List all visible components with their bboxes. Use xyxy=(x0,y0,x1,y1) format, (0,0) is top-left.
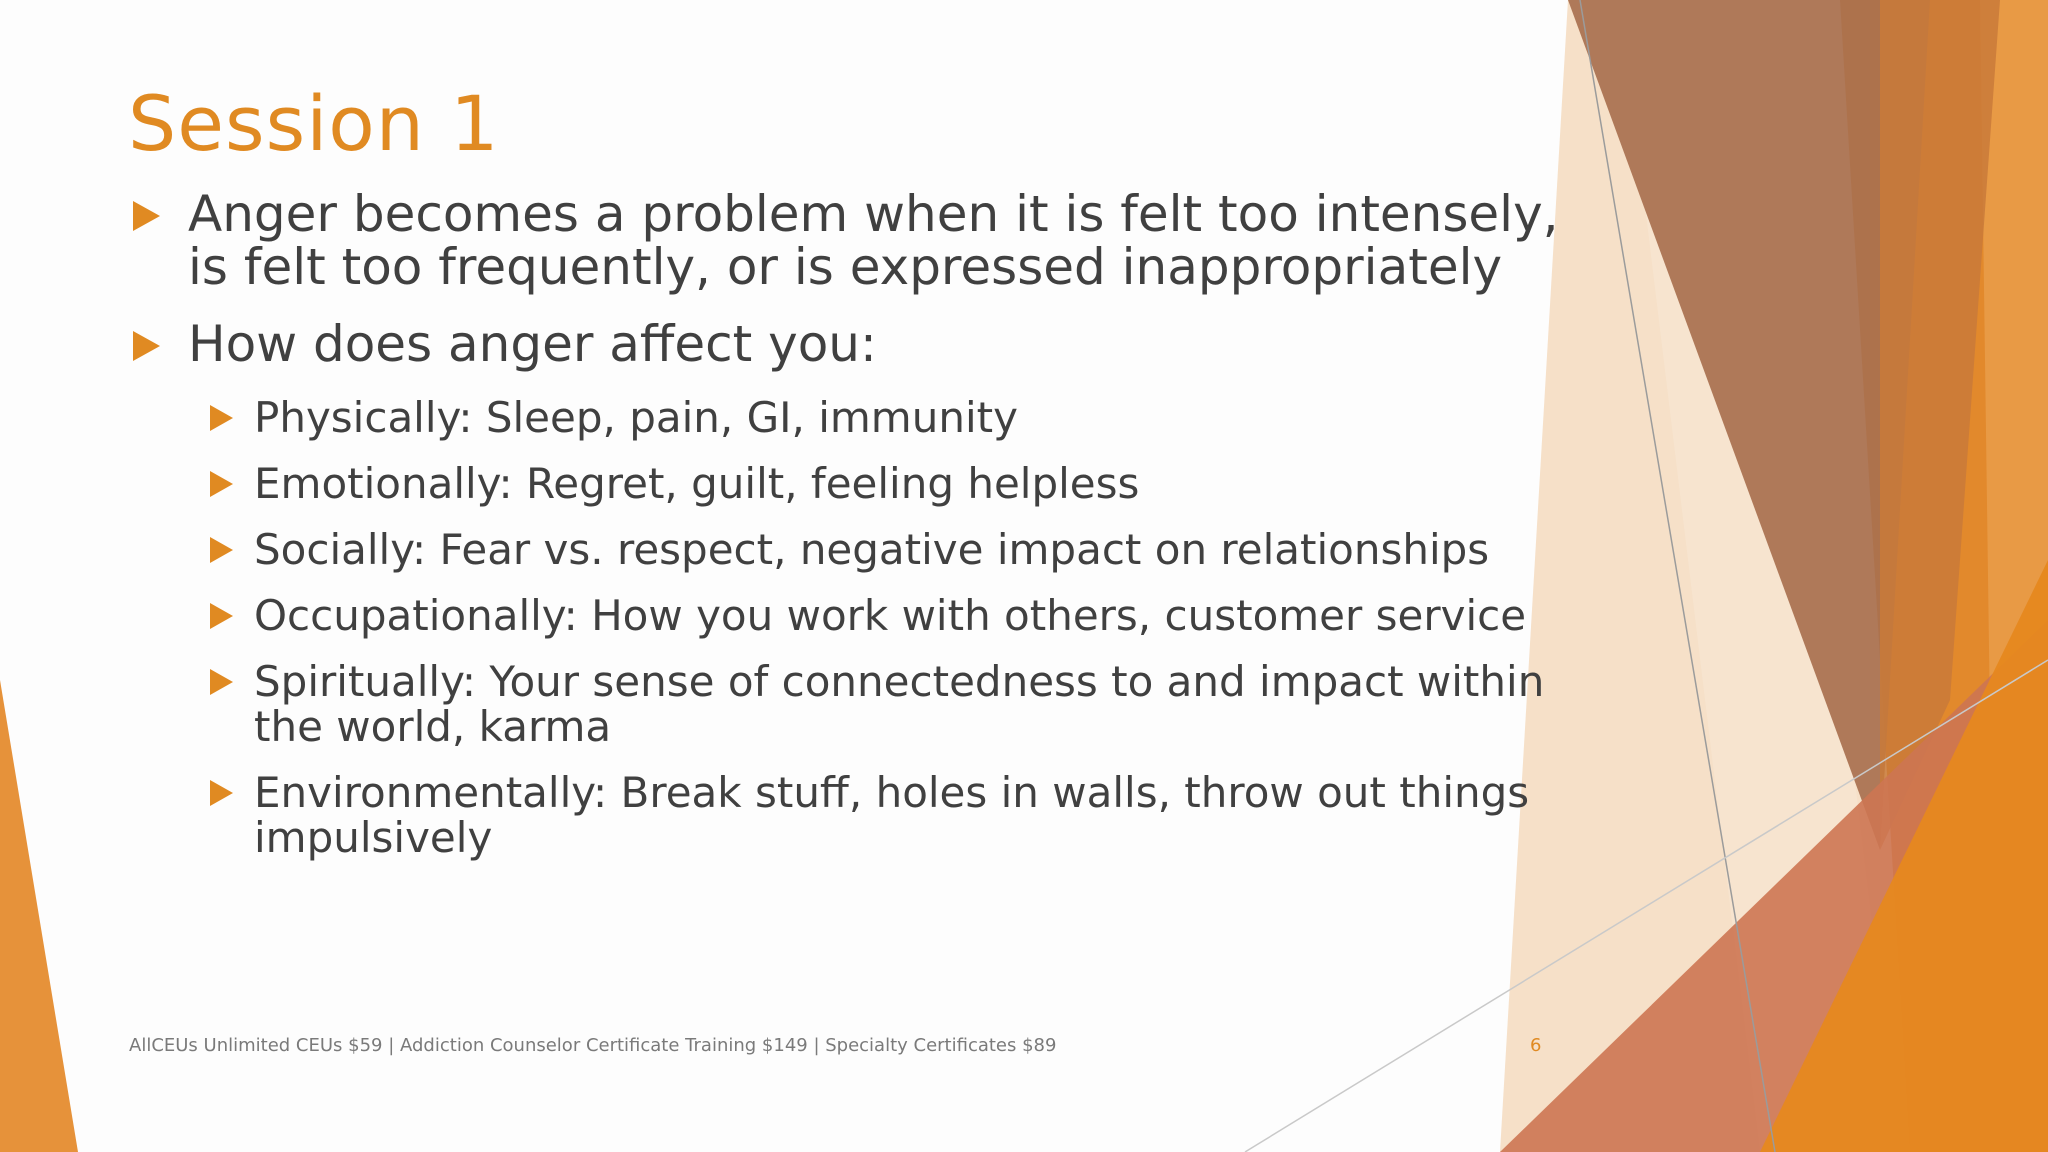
slide-title: Session 1 xyxy=(128,79,500,168)
triangle-bullet-icon xyxy=(210,780,233,806)
triangle-bullet-icon xyxy=(210,405,233,431)
sub-bullet-text: Socially: Fear vs. respect, negative impact on relationships xyxy=(254,525,1490,574)
bullet-item xyxy=(130,315,1570,373)
sub-bullet-item xyxy=(130,395,1570,440)
left-orange-wedge xyxy=(0,680,78,1152)
triangle-bullet-icon xyxy=(210,603,233,629)
sub-bullet-item xyxy=(130,593,1570,638)
bullet-item xyxy=(130,185,1570,296)
triangle-bullet-icon xyxy=(133,331,160,361)
slide-content xyxy=(130,185,1570,881)
sub-bullet-text: Spiritually: Your sense of connectedness to and impact within the world, karma xyxy=(254,657,1545,751)
slide-footer: AllCEUs Unlimited CEUs $59 | Addiction Counselor Certificate Training $149 | Specialty Certificates $89 xyxy=(129,1035,1057,1056)
triangle-bullet-icon xyxy=(210,471,233,497)
triangle-bullet-icon xyxy=(210,537,233,563)
triangle-bullet-icon xyxy=(133,201,160,231)
sub-bullet-item xyxy=(130,770,1594,860)
triangle-bullet-icon xyxy=(210,669,233,695)
sub-bullet-text: Emotionally: Regret, guilt, feeling helpless xyxy=(254,459,1140,508)
sub-bullet-text: Environmentally: Break stuff, holes in walls, throw out things impulsively xyxy=(254,768,1530,862)
sub-bullet-item xyxy=(130,461,1570,506)
sub-bullet-item xyxy=(130,527,1570,572)
bullet-text: How does anger affect you: xyxy=(188,315,877,373)
sub-bullet-item xyxy=(130,659,1594,749)
sub-bullet-text: Physically: Sleep, pain, GI, immunity xyxy=(254,393,1018,442)
page-number: 6 xyxy=(1530,1035,1542,1056)
bullet-text: Anger becomes a problem when it is felt too intensely, is felt too frequently, or is expressed inappropriately xyxy=(188,185,1559,296)
sub-bullet-text: Occupationally: How you work with others, customer service xyxy=(254,591,1527,640)
